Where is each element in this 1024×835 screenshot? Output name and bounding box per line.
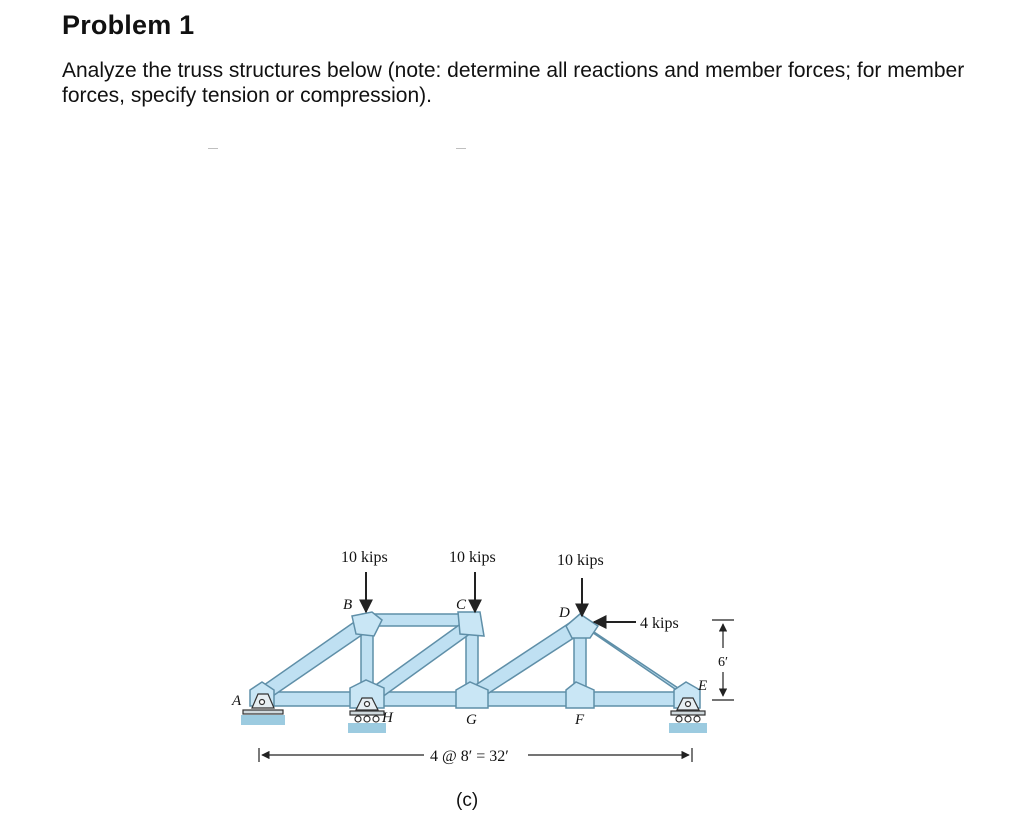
load-label-D: 10 kips <box>557 552 604 569</box>
joint-label-F: F <box>575 712 585 728</box>
joint-label-E: E <box>698 678 708 694</box>
load-label-C: 10 kips <box>449 549 496 566</box>
joint-label-C: C <box>456 597 467 613</box>
joint-label-D: D <box>559 605 570 621</box>
gusset-F <box>566 682 594 708</box>
load-label-B: 10 kips <box>341 549 388 566</box>
ground-H <box>348 723 386 733</box>
problem-statement: Analyze the truss structures below (note: determine all reactions and member forces; for member forces, specify tension or compression). <box>62 59 965 107</box>
joint-label-H: H <box>382 710 393 726</box>
joint-label-B: B <box>343 597 353 613</box>
gusset-B <box>352 612 382 636</box>
joint-label-A: A <box>232 693 242 709</box>
load-label-D-horizontal: 4 kips <box>640 615 679 632</box>
span-dimension-label: 4 @ 8′ = 32′ <box>430 748 509 765</box>
problem-title: Problem 1 <box>62 10 195 40</box>
gusset-D <box>566 614 598 638</box>
ground-A <box>241 715 285 725</box>
figure-caption: (c) <box>456 790 479 811</box>
joint-label-G: G <box>466 712 477 728</box>
ground-E <box>669 723 707 733</box>
height-dimension-label: 6′ <box>718 655 729 670</box>
gusset-C <box>458 612 484 636</box>
